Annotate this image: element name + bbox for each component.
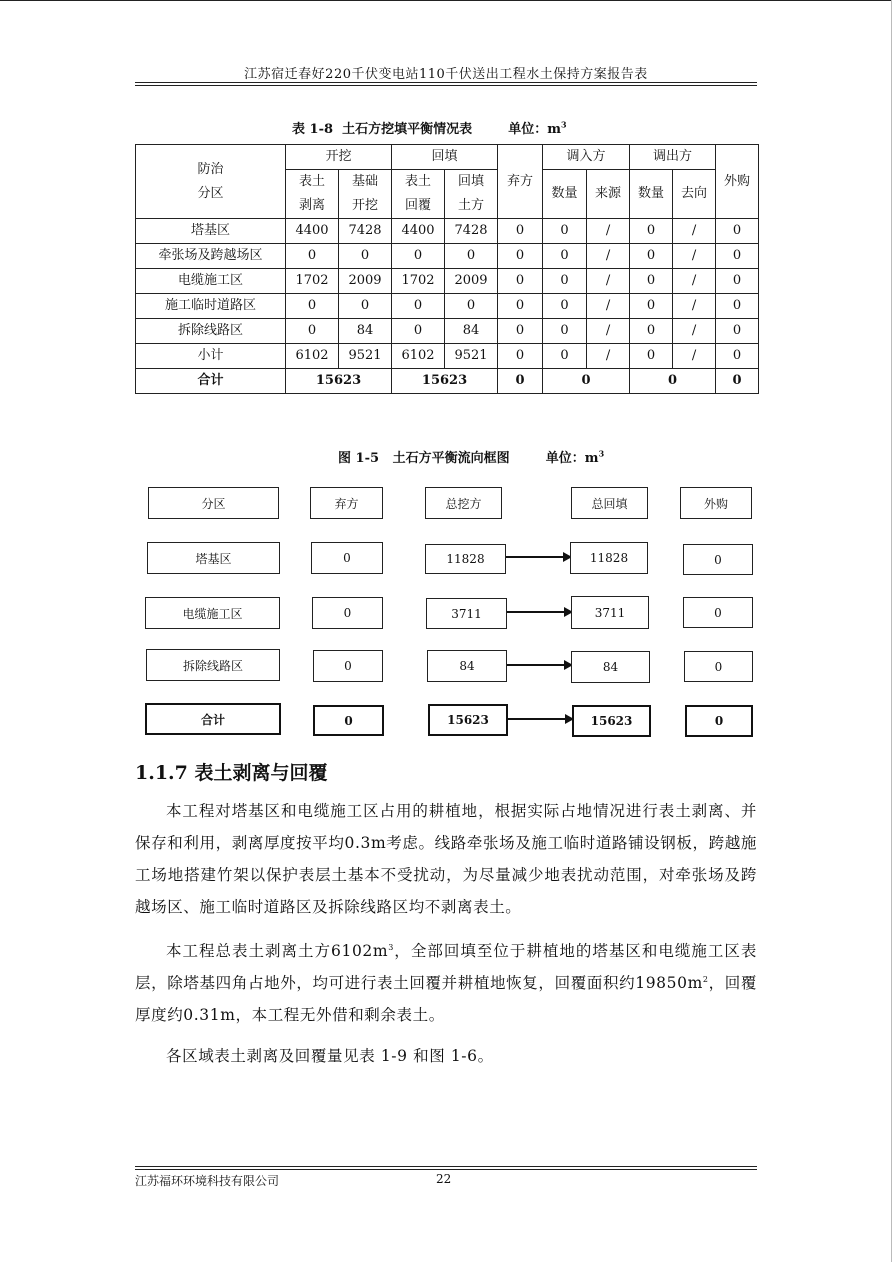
table-cell: 0: [716, 269, 759, 294]
flow-header-purchase: 外购: [680, 487, 752, 519]
zone-name-cell: 塔基区: [136, 219, 286, 244]
table-cell: 6102: [286, 344, 339, 369]
flow-excavation-box: 11828: [425, 544, 506, 574]
body-paragraph: 本工程对塔基区和电缆施工区占用的耕植地，根据实际占地情况进行表土剥离、并保存和利用，剥离厚度按平均0.3m考虑。线路牵张场及施工临时道路铺设钢板，跨越施工场地搭建竹架以保护表层土基本不受扰动，为尽量减少地表扰动范围，对牵张场及跨越场区、施工临时道路区及拆除线路区均不剥离表土。: [135, 802, 757, 916]
th-waste: 弃方: [498, 145, 543, 219]
table-cell: 0: [498, 344, 543, 369]
flow-header-waste: 弃方: [310, 487, 383, 519]
th-foundation: 基础 开挖: [339, 170, 392, 219]
table-row: [136, 344, 759, 369]
table-total-row: [136, 369, 759, 394]
table-cell: 0: [392, 319, 445, 344]
flow-header-backfill: 总回填: [571, 487, 648, 519]
th-import-src: 来源: [587, 170, 630, 219]
table-cell: 合计: [136, 369, 286, 394]
table-cell: 0: [498, 294, 543, 319]
flow-purchase-box: 0: [684, 651, 753, 682]
table-row: [136, 244, 759, 269]
table-cell: 0: [543, 319, 587, 344]
flow-excavation-box: 3711: [426, 598, 507, 629]
table-cell: 0: [286, 244, 339, 269]
flow-purchase-box: 0: [683, 544, 753, 575]
table-cell: 0: [445, 244, 498, 269]
table-cell: 0: [392, 294, 445, 319]
flow-purchase-box: 0: [683, 597, 753, 628]
table-cell: /: [587, 294, 630, 319]
table-row: [136, 294, 759, 319]
table-cell: 0: [286, 294, 339, 319]
table-cell: 6102: [392, 344, 445, 369]
table-cell: /: [587, 219, 630, 244]
table-cell: 0: [716, 369, 759, 394]
table-cell: 0: [630, 244, 673, 269]
table-cell: 2009: [339, 269, 392, 294]
flow-zone-box: 塔基区: [147, 542, 280, 574]
flow-total-zone-box: 合计: [145, 703, 281, 735]
table-cell: 15623: [392, 369, 498, 394]
flow-zone-box: 拆除线路区: [146, 649, 280, 681]
table-cell: /: [673, 269, 716, 294]
flow-total-excavation-box: 15623: [428, 704, 508, 736]
header-rule: [135, 82, 757, 83]
zone-name-cell: 小计: [136, 344, 286, 369]
flow-backfill-box: 3711: [571, 596, 649, 629]
table-cell: 15623: [286, 369, 392, 394]
table-cell: 0: [498, 369, 543, 394]
table-row: [136, 219, 759, 244]
table-caption: 表 1-8 土石方挖填平衡情况表 单位：$m^3$: [292, 119, 567, 137]
table-cell: 0: [543, 369, 630, 394]
th-topsoil-strip: 表土 剥离: [286, 170, 339, 219]
table-cell: 9521: [339, 344, 392, 369]
th-topsoil-cover: 表土 回覆: [392, 170, 445, 219]
flow-total-waste-box: 0: [313, 705, 384, 736]
top-border: [0, 0, 892, 1]
table-cell: 0: [339, 244, 392, 269]
section-heading: 1.1.7 表土剥离与回覆: [135, 762, 328, 784]
table-cell: /: [673, 219, 716, 244]
flow-backfill-box: 84: [571, 651, 650, 683]
zone-name-cell: 拆除线路区: [136, 319, 286, 344]
table-row: [136, 269, 759, 294]
th-export: 调出方: [630, 145, 716, 170]
body-paragraph: 本工程总表土剥离土方$6102m^3$，全部回填至位于耕植地的塔基区和电缆施工区表层，除塔基四角占地外，均可进行表土回覆并耕植地恢复，回覆面积约$19850m^2$，回覆厚度约0.31m，本工程无外借和剩余表土。: [135, 942, 758, 1024]
th-backfill-earth: 回填 土方: [445, 170, 498, 219]
flow-backfill-box: 11828: [570, 542, 648, 574]
th-purchase: 外购: [716, 145, 759, 219]
table-cell: 0: [498, 219, 543, 244]
table-cell: 4400: [286, 219, 339, 244]
flow-excavation-box: 84: [427, 650, 507, 682]
table-cell: /: [673, 319, 716, 344]
table-cell: 0: [630, 294, 673, 319]
table-cell: 84: [445, 319, 498, 344]
flow-waste-box: 0: [311, 542, 383, 574]
table-cell: /: [587, 269, 630, 294]
footer-rule: [135, 1166, 757, 1167]
th-import: 调入方: [543, 145, 630, 170]
page-number: 22: [436, 1172, 452, 1186]
table-cell: /: [587, 244, 630, 269]
th-export-dest: 去向: [673, 170, 716, 219]
table-cell: 0: [716, 319, 759, 344]
table-cell: 84: [339, 319, 392, 344]
zone-name-cell: 电缆施工区: [136, 269, 286, 294]
table-cell: 2009: [445, 269, 498, 294]
table-cell: 9521: [445, 344, 498, 369]
earthwork-balance-table: [135, 144, 759, 394]
table-cell: 0: [445, 294, 498, 319]
footer-rule: [135, 1169, 757, 1170]
table-cell: /: [587, 319, 630, 344]
flow-total-purchase-box: 0: [685, 705, 753, 737]
table-cell: 0: [716, 244, 759, 269]
flow-waste-box: 0: [313, 650, 383, 682]
table-cell: 0: [630, 369, 716, 394]
th-export-qty: 数量: [630, 170, 673, 219]
table-header-row: [136, 145, 759, 170]
flow-header-zone: 分区: [148, 487, 279, 519]
table-cell: 0: [339, 294, 392, 319]
table-cell: 0: [716, 219, 759, 244]
table-cell: /: [673, 244, 716, 269]
th-zone: 防治 分区: [136, 145, 286, 219]
table-cell: 0: [630, 344, 673, 369]
header-rule: [135, 85, 757, 86]
table-cell: /: [673, 344, 716, 369]
flow-arrow: [507, 664, 571, 666]
table-cell: 0: [630, 219, 673, 244]
table-cell: 7428: [339, 219, 392, 244]
table-cell: 0: [716, 344, 759, 369]
table-cell: 0: [498, 319, 543, 344]
table-cell: 7428: [445, 219, 498, 244]
zone-name-cell: 牵张场及跨越场区: [136, 244, 286, 269]
table-cell: 0: [543, 344, 587, 369]
flow-total-backfill-box: 15623: [572, 705, 651, 737]
table-cell: 0: [716, 294, 759, 319]
table-cell: 0: [392, 244, 445, 269]
body-paragraph: 各区域表土剥离及回覆量见表 1-9 和图 1-6。: [166, 1047, 494, 1065]
flow-arrow: [508, 718, 572, 720]
th-excavation: 开挖: [286, 145, 392, 170]
table-cell: 0: [543, 294, 587, 319]
th-backfill: 回填: [392, 145, 498, 170]
table-cell: /: [587, 344, 630, 369]
table-cell: 1702: [286, 269, 339, 294]
zone-name-cell: 施工临时道路区: [136, 294, 286, 319]
table-cell: 0: [286, 319, 339, 344]
table-cell: 0: [630, 269, 673, 294]
flow-arrow: [507, 611, 571, 613]
th-import-qty: 数量: [543, 170, 587, 219]
flow-waste-box: 0: [312, 597, 383, 629]
flow-arrow: [506, 556, 570, 558]
flow-zone-box: 电缆施工区: [145, 597, 280, 629]
table-cell: /: [673, 294, 716, 319]
table-cell: 0: [543, 269, 587, 294]
table-cell: 0: [543, 244, 587, 269]
diagram-caption: 图 1-5 土石方平衡流向框图 单位：$m^3$: [338, 448, 605, 466]
table-row: [136, 319, 759, 344]
table-cell: 4400: [392, 219, 445, 244]
table-cell: 0: [543, 219, 587, 244]
flow-header-excavation: 总挖方: [425, 487, 502, 519]
running-header: 江苏宿迁春好220千伏变电站110千伏送出工程水土保持方案报告表: [244, 67, 648, 82]
table-cell: 0: [630, 319, 673, 344]
table-cell: 0: [498, 269, 543, 294]
footer-company: 江苏福环环境科技有限公司: [135, 1174, 280, 1188]
table-cell: 0: [498, 244, 543, 269]
table-cell: 1702: [392, 269, 445, 294]
